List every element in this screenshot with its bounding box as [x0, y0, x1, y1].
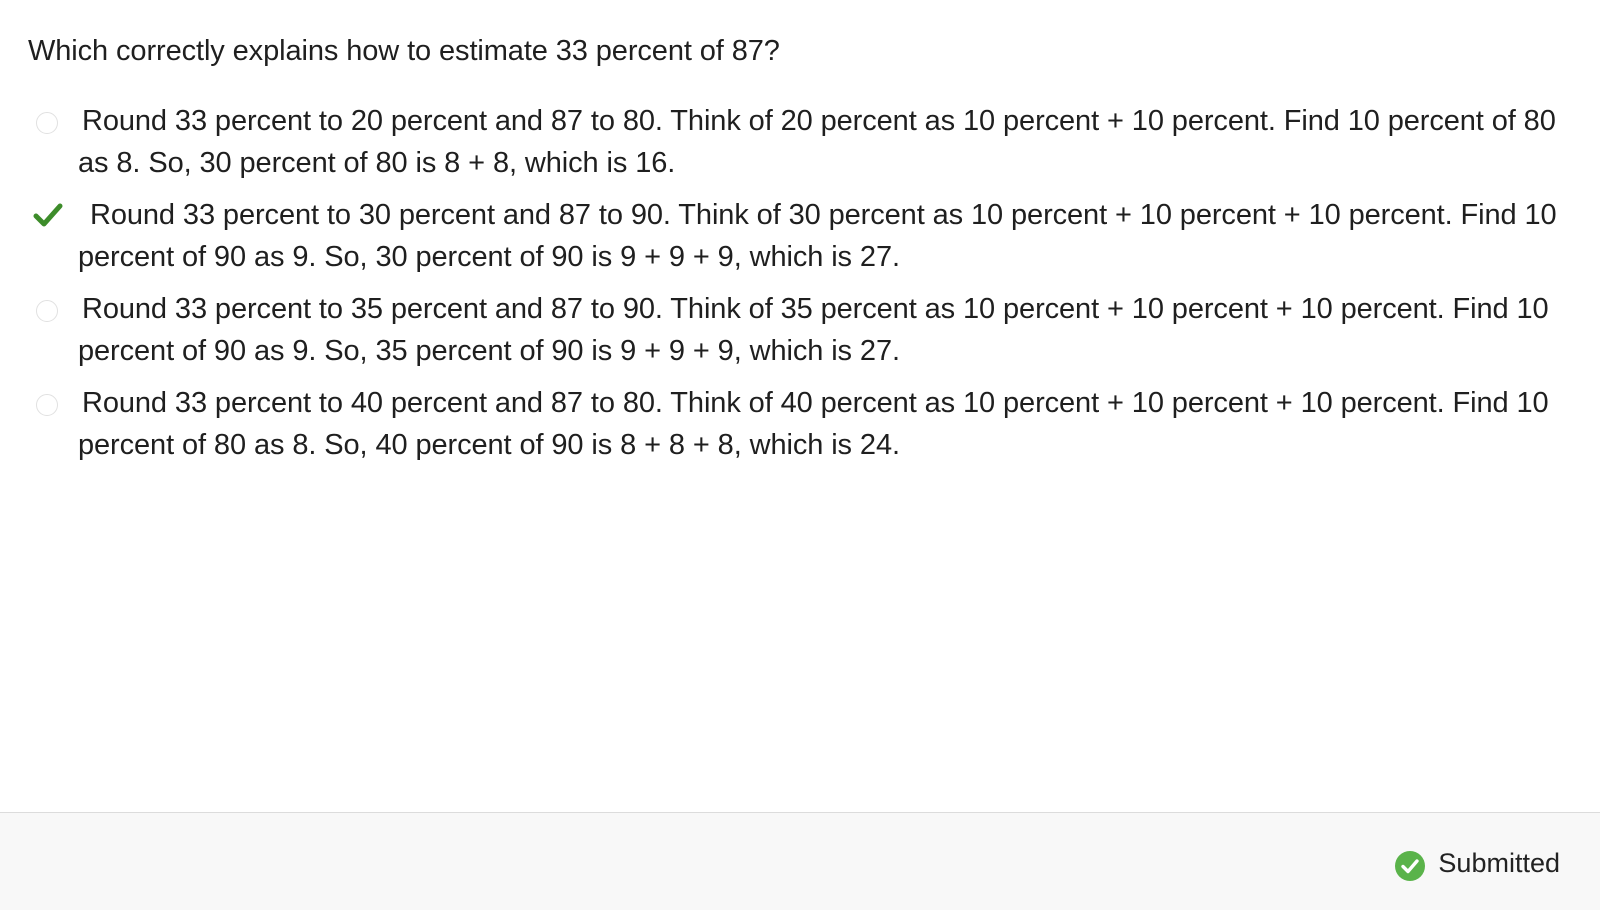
submission-status	[1394, 845, 1560, 881]
radio-empty-icon[interactable]	[36, 112, 58, 134]
question-text: Which correctly explains how to estimate 33 percent of 87?	[28, 35, 780, 67]
answer-option-text: Round 33 percent to 30 percent and 87 to 90. Think of 30 percent as 10 percent + 10 percent + 10 percent. Find 10 percent of 90 as 9. So, 30 percent of 90 is 9 + 9 + 9, which is 27.	[78, 199, 1557, 273]
answer-option-4[interactable]	[0, 382, 1600, 468]
radio-empty-icon[interactable]	[36, 394, 58, 416]
answer-option-3[interactable]	[0, 288, 1600, 374]
answer-option-text: Round 33 percent to 35 percent and 87 to 90. Think of 35 percent as 10 percent + 10 percent + 10 percent. Find 10 percent of 90 as 9. So, 35 percent of 90 is 9 + 9 + 9, which is 27.	[78, 293, 1549, 367]
check-circle-icon	[1394, 850, 1426, 882]
answer-option-text: Round 33 percent to 40 percent and 87 to 80. Think of 40 percent as 10 percent + 10 percent + 10 percent. Find 10 percent of 80 as 8. So, 40 percent of 90 is 8 + 8 + 8, which is 24.	[78, 387, 1549, 461]
checkmark-icon	[33, 202, 63, 228]
answer-option-text: Round 33 percent to 20 percent and 87 to 80. Think of 20 percent as 10 percent + 10 percent. Find 10 percent of 80 as 8. So, 30 percent of 80 is 8 + 8, which is 16.	[78, 105, 1556, 179]
status-label: Submitted	[1438, 848, 1560, 878]
answer-option-2[interactable]	[0, 194, 1600, 280]
answer-option-1[interactable]	[0, 100, 1600, 186]
radio-empty-icon[interactable]	[36, 300, 58, 322]
footer-bar	[0, 812, 1600, 910]
